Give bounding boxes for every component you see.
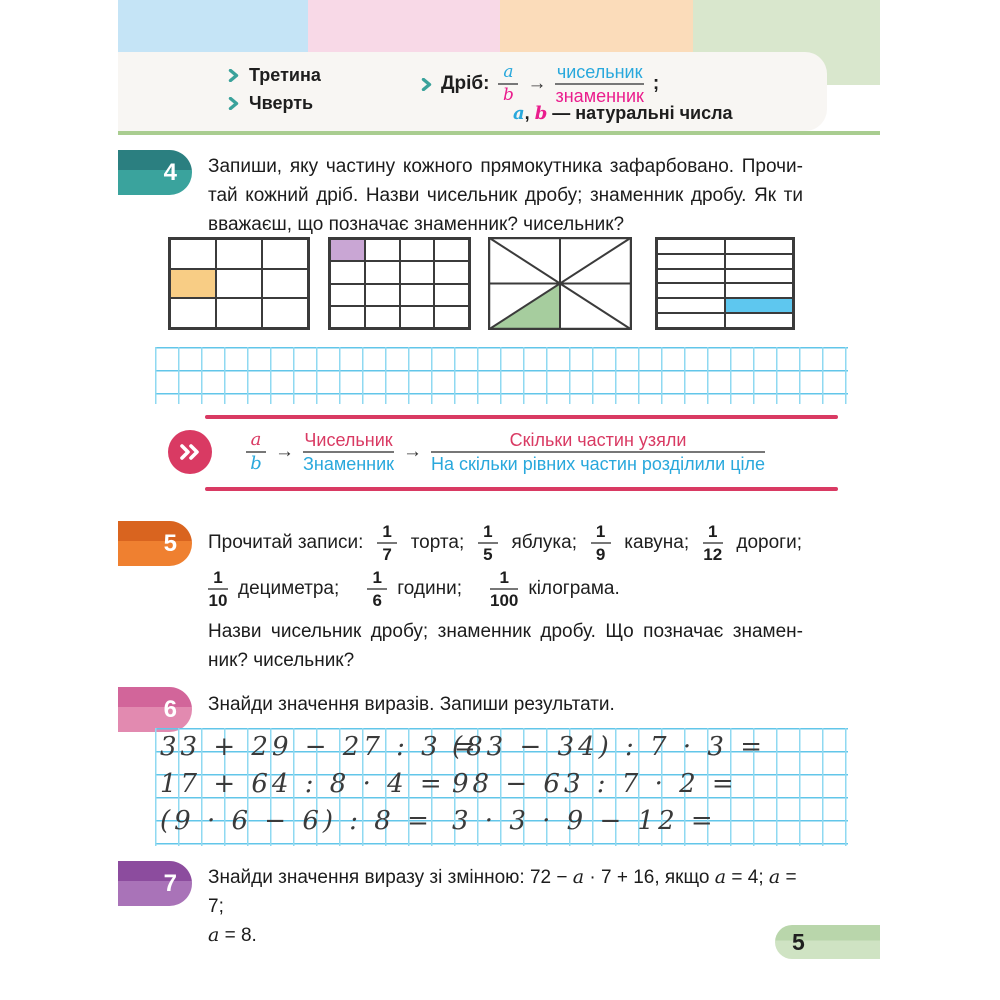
shapes-row [168,237,808,330]
task4-text-line: вважаєш, що позначає знаменник? чисельник? [208,214,625,235]
shaded-cell [170,269,216,299]
task5-fractions-line2 [208,564,620,614]
task6-badge [118,687,192,732]
rule-fraction-labels [303,430,394,474]
fraction-bar [591,542,611,544]
diagonal-figure-svg [488,237,632,330]
header-bullet-chvert: Чверть [249,92,314,113]
fraction-word: торта; [410,532,465,553]
variable-a: a [572,866,585,888]
rectangle-figure-3 [488,237,632,330]
grid-cell [434,239,469,261]
fraction-1-9: $\frac{1}{9}$ [591,522,611,564]
grid-cell [434,261,469,283]
grid-cell [365,306,400,328]
task4-text-line: тай кожний дріб. Назви чисельник дробу; знаменник дробу. Як ти [208,185,803,206]
grid-cell [725,269,793,284]
note-var-a: a [513,103,525,124]
rule-bottom-line [205,487,838,491]
squared-paper-expressions [155,728,848,846]
grid-cell [262,269,308,299]
fraction-bar [490,588,518,590]
grid-cell [262,298,308,328]
grid-cell [657,313,725,328]
double-chevron-badge [168,430,212,474]
fraction-bar [303,451,394,453]
grid-cell [725,254,793,269]
fraction-1-10: $\frac{1}{10}$ [208,567,228,610]
grid-cell [262,239,308,269]
grid-cell [725,313,793,328]
note-sep: , [524,103,535,123]
rule-top-line [205,415,838,419]
fraction-denominator: b [503,85,514,105]
grid-cell [725,283,793,298]
rectangle-figure-2 [328,237,471,330]
grid-cell [216,239,262,269]
task7-text-line1: Знайди значення виразу зі змінною: 72 − a · 7 + 16, якщо a = 4; a = 7; [208,866,797,917]
natural-numbers-note [513,103,733,124]
grid-cell [400,239,435,261]
grid-cell [216,269,262,299]
semicolon: ; [652,73,660,94]
task5-followup [208,617,803,675]
grid-cell [330,261,365,283]
grid-cell [400,284,435,306]
shaded-cell [330,239,365,261]
task5-intro: Прочитай записи: [208,532,364,553]
fraction-bar [703,542,723,544]
double-chevron-icon [179,444,201,460]
grid-cell [657,254,725,269]
task4-number: 4 [163,159,177,186]
chevron-bullet-icon [228,97,239,110]
page-number: 5 [792,929,805,955]
grid-cell [365,261,400,283]
shaded-cell [725,298,793,313]
fraction-1-7: $\frac{1}{7}$ [377,522,397,564]
handwritten-expression: 98 − 63 : 7 · 2 = [452,769,738,799]
squared-paper-strip [155,347,848,404]
header-bullet-tretyna: Третина [249,64,321,85]
fraction-bar [478,542,498,544]
task5-followup-line: Назви чисельник дробу; знаменник дробу. Що позначає знамен- [208,621,803,642]
page-number-pill [775,925,880,959]
task7-text [208,863,808,950]
handwritten-expression: 3 · 3 · 9 − 12 = [452,806,717,836]
variable-a: a [768,866,781,888]
grid-cell [170,298,216,328]
fraction-bar [208,588,228,590]
fraction-word: години; [397,578,463,599]
task5-badge [118,521,192,566]
fraction-word: дороги; [736,532,802,553]
fraction-1-12: $\frac{1}{12}$ [703,521,723,564]
fraction-word: кілограма. [528,578,620,599]
fraction-word: кавуна; [624,532,690,553]
grid-cell [434,284,469,306]
fraction-words [555,62,643,106]
handwritten-expression: (83 − 34) : 7 · 3 = [452,732,766,762]
task7-badge [118,861,192,906]
task4-badge [118,150,192,195]
rectangle-figure-1 [168,237,310,330]
fraction-bar [367,588,387,590]
fraction-1-6: $\frac{1}{6}$ [367,568,387,610]
task7-number: 7 [163,870,177,897]
grid-cell [330,306,365,328]
fraction-word: яблука; [511,532,577,553]
grid-cell [657,239,725,254]
rectangle-figure-4 [655,237,795,330]
fraction-bar [377,542,397,544]
variable-a: a [714,866,727,888]
drib-label: Дріб: [441,73,490,94]
grid-cell [400,306,435,328]
denominator-word: знаменник [555,86,644,106]
task4-text [208,152,803,239]
green-divider [118,131,880,135]
rule-numerator-label: Чисельник [304,429,393,450]
chevron-bullet-icon [228,69,239,82]
task6-text: Знайди значення виразів. Запиши результати. [208,694,615,715]
grid-cell [434,306,469,328]
grid-cell [657,269,725,284]
fraction-word: дециметра; [238,578,340,599]
grid-cell [365,284,400,306]
handwritten-expression: 33 + 29 − 27 : 3 = [160,732,480,762]
rule-fraction-meanings [431,430,765,474]
rule-denominator-label: Знаменник [303,454,395,474]
variable-a: a [208,924,220,946]
fraction-1-100: $\frac{1}{100}$ [490,567,519,610]
task6-number: 6 [163,696,177,723]
grid-cell [365,239,400,261]
rule-a: a [250,428,262,450]
grid-cell [216,298,262,328]
note-var-b: b [534,103,548,124]
rule-content [246,420,765,484]
note-rest: — натуральні числа [547,103,733,123]
fraction-a-over-b [498,63,518,105]
arrow-icon: → [403,441,423,462]
task5-followup-line: ник? чисельник? [208,650,355,671]
numerator-word: чисельник [556,61,643,82]
rule-numerator-meaning: Скільки частин узяли [509,429,687,450]
grid-cell [170,239,216,269]
grid-cell [330,284,365,306]
grid-cell [725,239,793,254]
fraction-1-5: $\frac{1}{5}$ [478,522,498,564]
task5-number: 5 [163,530,177,557]
fraction-bar [431,451,765,453]
rule-fraction-ab [246,430,266,474]
fraction-numerator: a [503,61,514,82]
header-summary-box [118,52,827,131]
grid-cell [400,261,435,283]
rule-denominator-meaning: На скільки рівних частин розділили ціле [431,454,766,474]
grid-cell [657,298,725,313]
task5-fractions-line1 [208,518,802,568]
fraction-bar [555,83,643,85]
chevron-bullet-icon [421,78,432,91]
arrow-icon: → [527,73,547,94]
task4-text-line: Запиши, яку частину кожного прямокутника зафарбовано. Прочи- [208,156,803,177]
rule-b: b [250,453,262,474]
task7-text-line2: a = 8. [208,924,257,946]
grid-cell [657,283,725,298]
arrow-icon: → [275,441,294,462]
handwritten-expression: 17 + 64 : 8 · 4 = [160,769,446,799]
handwritten-expression: (9 · 6 − 6) : 8 = [160,806,433,836]
